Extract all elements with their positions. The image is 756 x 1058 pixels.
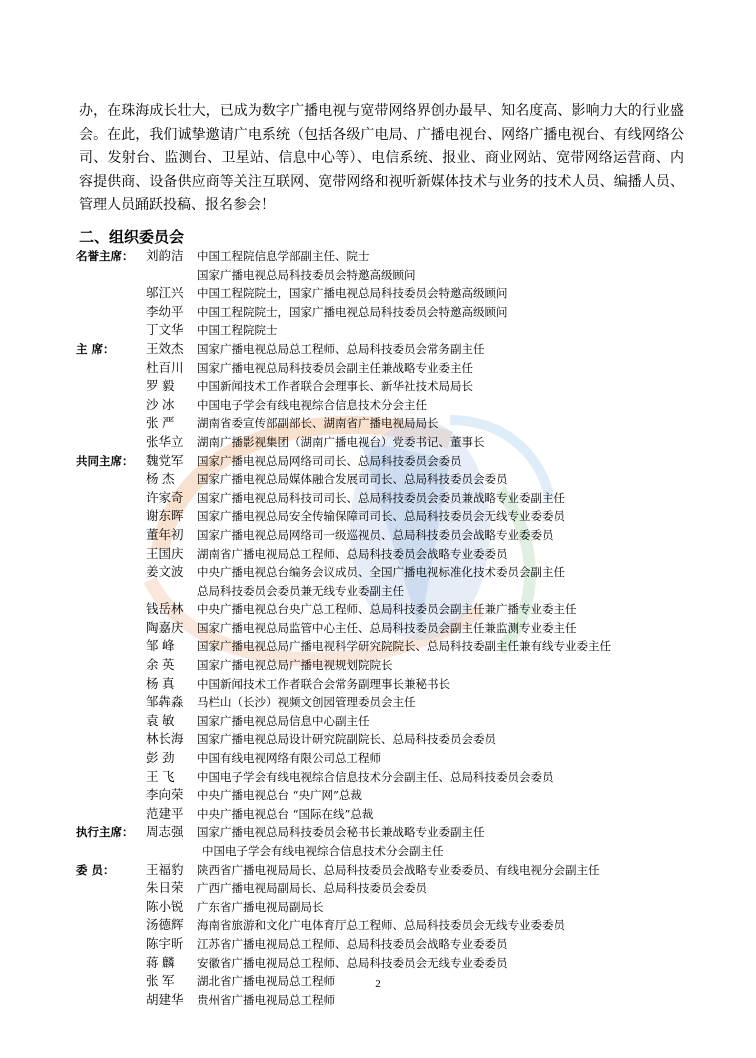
member-name: 范建平	[146, 806, 184, 821]
member-name: 张华立	[146, 434, 184, 449]
committee-row	[76, 433, 696, 452]
committee-row	[76, 266, 696, 285]
member-title: 中央广播电视总台 “国际在线”总裁	[197, 806, 374, 821]
member-name: 罗 毅	[146, 379, 175, 394]
committee-row	[76, 861, 696, 880]
member-title: 中央广播电视总台 “央广网”总裁	[197, 788, 362, 803]
member-title: 中国电子学会有线电视综合信息技术分会副主任	[202, 844, 444, 858]
member-title: 贵州省广播电视局总工程师	[197, 992, 335, 1007]
member-title: 国家广播电视总局设计研究院副院长、总局科技委员会委员	[197, 732, 496, 747]
member-title: 中国新闻技术工作者联合会理事长、新华社技术局局长	[197, 379, 473, 394]
committee-row	[76, 563, 696, 582]
committee-row	[76, 247, 696, 266]
member-name: 丁文华	[146, 323, 184, 338]
committee-row	[76, 470, 696, 489]
committee-row	[76, 359, 696, 378]
member-title: 中央广播电视总台编务会议成员、全国广播电视标准化技术委员会副主任	[197, 565, 565, 580]
member-title: 中国工程院院士	[197, 323, 278, 338]
committee-row	[76, 916, 696, 935]
committee-row	[76, 303, 696, 322]
committee-role: 名誉主席：	[76, 249, 134, 263]
member-name: 陈小锐	[146, 899, 184, 914]
committee-row	[76, 786, 696, 805]
member-name: 王效杰	[146, 341, 184, 356]
committee-row	[76, 619, 696, 638]
committee-row	[76, 898, 696, 917]
member-name: 朱日荣	[146, 881, 184, 896]
committee-row	[76, 582, 696, 601]
member-name: 董年初	[146, 527, 184, 542]
member-title: 国家广播电视总局科技司司长、总局科技委员会委员兼战略专业委副主任	[197, 490, 565, 505]
member-name: 邹 峰	[146, 639, 175, 654]
member-title: 总局科技委员会委员兼无线专业委副主任	[197, 583, 404, 598]
committee-row	[76, 545, 696, 564]
member-name: 钱岳林	[146, 602, 184, 617]
member-title: 安徽省广播电视局总工程师、总局科技委员会无线专业委委员	[197, 955, 508, 970]
member-name: 余 英	[146, 658, 175, 673]
member-title: 国家广播电视总局网络司司长、总局科技委员会委员	[197, 453, 462, 468]
member-name: 沙 冰	[146, 397, 175, 412]
member-name: 周志强	[146, 825, 184, 840]
member-name: 张 严	[146, 416, 175, 431]
member-name: 邬江兴	[146, 286, 184, 301]
member-name: 杨 杰	[146, 472, 175, 487]
committee-row	[76, 600, 696, 619]
member-name: 汤德辉	[146, 918, 184, 933]
committee-row	[76, 321, 696, 340]
committee-row	[76, 656, 696, 675]
member-title: 中国新闻技术工作者联合会常务副理事长兼秘书长	[197, 676, 450, 691]
member-title: 国家广播电视总局安全传输保障司司长、总局科技委员会无线专业委委员	[197, 509, 565, 524]
committee-role: 委 员：	[76, 862, 115, 877]
committee-row	[76, 991, 696, 1010]
committee-role: 共同主席：	[76, 453, 134, 468]
member-name: 彭 劲	[146, 751, 175, 766]
committee-row	[76, 452, 696, 471]
committee-row	[76, 749, 696, 768]
committee-role: 主 席：	[76, 341, 115, 356]
committee-row	[76, 414, 696, 433]
committee-row	[76, 507, 696, 526]
committee-row	[76, 879, 696, 898]
committee-row	[76, 340, 696, 359]
committee-row	[76, 675, 696, 694]
member-name: 袁 敏	[146, 713, 175, 728]
member-title: 湖南广播影视集团（湖南广播电视台）党委书记、董事长	[197, 434, 485, 449]
member-title: 江苏省广播电视局总工程师、总局科技委员会战略专业委委员	[197, 936, 508, 951]
committee-row	[76, 935, 696, 954]
member-name: 姜文波	[146, 565, 184, 580]
committee-list	[76, 247, 696, 1009]
member-title: 国家广播电视总局广播电视科学研究院院长、总局科技委副主任兼有线专业委主任	[197, 639, 611, 654]
committee-row	[76, 823, 696, 842]
member-title: 国家广播电视总局媒体融合发展司司长、总局科技委员会委员	[197, 472, 508, 487]
section-heading: 二、组织委员会	[79, 229, 185, 246]
member-title: 国家广播电视总局科技委员会特邀高级顾问	[197, 267, 416, 282]
member-title: 国家广播电视总局科技委员会秘书长兼战略专业委副主任	[197, 825, 485, 840]
member-title: 中国电子学会有线电视综合信息技术分会副主任、总局科技委员会委员	[197, 769, 554, 784]
committee-row	[76, 377, 696, 396]
member-title: 中国有线电视网络有限公司总工程师	[197, 751, 381, 766]
committee-row	[76, 693, 696, 712]
committee-row	[76, 842, 696, 861]
member-name: 魏党军	[146, 453, 184, 468]
intro-paragraph: 办，在珠海成长壮大，已成为数字广播电视与宽带网络界创办最早、知名度高、影响力大的行业盛会。在此，我们诚挚邀请广电系统（包括各级广电局、广播电视台、网络广播电视台、有线网络公司、发射台、监测台、卫星站、信息中心等）、电信系统、报业、商业网站、宽带网络运营商、内容提供商、设备供应商等关注互联网、宽带网络和视听新媒体技术与业务的技术人员、编播人员、管理人员踊跃投稿、报名参会！	[79, 102, 684, 212]
member-name: 陶嘉庆	[146, 620, 184, 635]
member-title: 国家广播电视总局监管中心主任、总局科技委员会副主任兼监测专业委主任	[197, 620, 577, 635]
member-title: 湖南省广播电视局总工程师、总局科技委员会战略专业委委员	[197, 546, 508, 561]
member-name: 李向荣	[146, 788, 184, 803]
member-title: 马栏山（长沙）视频文创园管理委员会主任	[197, 695, 416, 710]
member-name: 张 军	[146, 974, 175, 989]
committee-row	[76, 768, 696, 787]
member-name: 林长海	[146, 732, 184, 747]
committee-row	[76, 526, 696, 545]
member-name: 陈宇昕	[146, 936, 184, 951]
member-title: 国家广播电视总局总工程师、总局科技委员会常务副主任	[197, 341, 485, 356]
member-title: 广西广播电视局副局长、总局科技委员会委员	[197, 881, 427, 896]
member-name: 杜百川	[146, 360, 184, 375]
member-name: 谢东晖	[146, 509, 184, 524]
member-title: 中国工程院院士，国家广播电视总局科技委员会特邀高级顾问	[197, 304, 508, 319]
committee-row	[76, 396, 696, 415]
intro-section	[79, 99, 684, 217]
committee-row	[76, 637, 696, 656]
member-title: 陕西省广播电视局局长、总局科技委员会战略专业委委员、有线电视分会副主任	[197, 862, 600, 877]
member-name: 王福豹	[146, 862, 184, 877]
member-title: 中国工程院信息学部副主任、院士	[197, 249, 370, 263]
committee-row	[76, 805, 696, 824]
member-title: 国家广播电视总局信息中心副主任	[197, 713, 370, 728]
member-title: 湖北省广播电视局总工程师	[197, 974, 335, 989]
member-title: 中国工程院院士，国家广播电视总局科技委员会特邀高级顾问	[197, 286, 508, 301]
member-name: 王 飞	[146, 769, 175, 784]
member-name: 王国庆	[146, 546, 184, 561]
member-title: 中国电子学会有线电视综合信息技术分会主任	[197, 397, 427, 412]
member-title: 中央广播电视总台央广总工程师、总局科技委员会副主任兼广播专业委主任	[197, 602, 577, 617]
member-name: 杨 真	[146, 676, 175, 691]
committee-role: 执行主席：	[76, 825, 134, 840]
committee-row	[76, 730, 696, 749]
member-title: 国家广播电视总局网络司一级巡视员、总局科技委员会战略专业委委员	[197, 527, 554, 542]
member-name: 许家奇	[146, 490, 184, 505]
member-name: 蒋 麟	[146, 955, 175, 970]
committee-row	[76, 284, 696, 303]
member-name: 胡建华	[146, 992, 184, 1007]
member-name: 李幼平	[146, 304, 184, 319]
member-title: 广东省广播电视局副局长	[197, 899, 324, 914]
committee-row	[76, 954, 696, 973]
page-number: 2	[375, 978, 381, 990]
member-title: 海南省旅游和文化广电体育厅总工程师、总局科技委员会无线专业委委员	[197, 918, 565, 933]
member-name: 刘韵洁	[146, 249, 184, 263]
committee-row	[76, 489, 696, 508]
committee-row	[76, 712, 696, 731]
member-title: 国家广播电视总局广播电视规划院院长	[197, 658, 393, 673]
member-name: 邹犇淼	[146, 695, 184, 710]
member-title: 国家广播电视总局科技委员会副主任兼战略专业委主任	[197, 360, 473, 375]
member-title: 湖南省委宣传部副部长、湖南省广播电视局局长	[197, 416, 439, 431]
